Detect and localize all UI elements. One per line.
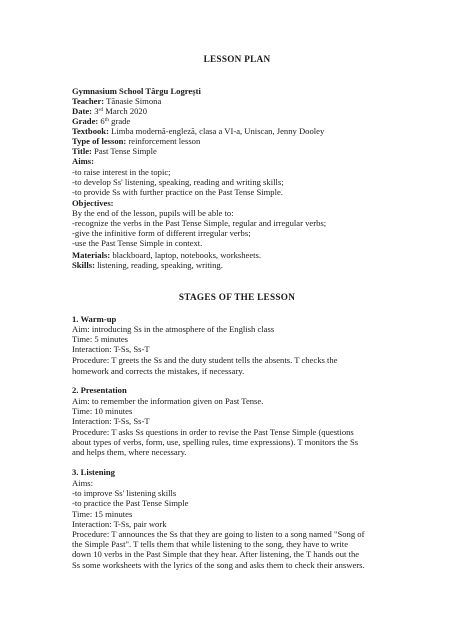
objective-item: By the end of the lesson, pupils will be able to:	[72, 208, 234, 218]
date-day: 3	[94, 106, 99, 116]
stage-line: Time: 10 minutes	[72, 406, 133, 416]
stage-line: Procedure: T announces the Ss that they are going to listen to a song named "Song of	[72, 529, 365, 539]
grade-num: 6	[100, 116, 105, 126]
stage-line: -to practice the Past Tense Simple	[72, 498, 189, 508]
lesson-title-value: Past Tense Simple	[94, 146, 157, 156]
stage-line: Ss some worksheets with the lyrics of the song and asks them to check their answers.	[72, 560, 365, 570]
school-name: Gymnasium School Târgu Logrești	[72, 86, 201, 96]
lesson-type-label: Type of lesson:	[72, 136, 127, 146]
stage-line: Aim: to remember the information given on Past Tense.	[72, 396, 264, 406]
stage-line: the Simple Past". T tells them that while listening to the song, they have to write	[72, 539, 349, 549]
stage-line: Aims:	[72, 478, 94, 488]
lesson-title-label: Title:	[72, 146, 92, 156]
skills-value: listening, reading, speaking, writing.	[97, 260, 223, 270]
materials-line	[72, 250, 261, 260]
aim-item: -to raise interest in the topic;	[72, 167, 171, 177]
skills-label: Skills:	[72, 260, 95, 270]
stage-heading: 3. Listening	[72, 467, 115, 477]
grade-label: Grade:	[72, 116, 99, 126]
lesson-title-line	[72, 146, 157, 156]
stage-line: and helps them, where necessary.	[72, 447, 187, 457]
skills-line	[72, 260, 223, 270]
stage-line: Time: 5 minutes	[72, 334, 129, 344]
teacher-line	[72, 96, 161, 106]
teacher-label: Teacher:	[72, 96, 105, 106]
date-suffix: rd	[98, 107, 104, 113]
stage-line: Interaction: T-Ss, pair work	[72, 519, 167, 529]
grade-suffix: th	[104, 117, 109, 123]
textbook-value: Limba modernă-engleză, clasa a VI-a, Uniscan, Jenny Dooley	[111, 126, 325, 136]
objective-item: -use the Past Tense Simple in context.	[72, 238, 203, 248]
grade-line	[72, 116, 130, 126]
stage-line: Aim: introducing Ss in the atmosphere of the English class	[72, 324, 275, 334]
grade-rest: grade	[111, 116, 131, 126]
teacher-value: Tănasie Simona	[106, 96, 162, 106]
stage-line: homework and corrects the mistakes, if necessary.	[72, 366, 245, 376]
stage-line: -to improve Ss' listening skills	[72, 488, 177, 498]
lesson-type-value: reinforcement lesson	[128, 136, 201, 146]
stage-line: Procedure: T asks Ss questions in order to revise the Past Tense Simple (questions	[72, 427, 354, 437]
aim-item: -to develop Ss' listening, speaking, reading and writing skills;	[72, 177, 284, 187]
stage-line: about types of verbs, form, use, spelling rules, time expressions). T monitors the Ss	[72, 437, 359, 447]
document-title: LESSON PLAN	[203, 54, 271, 64]
textbook-line	[72, 126, 324, 136]
stage-heading: 2. Presentation	[72, 385, 127, 395]
stage-heading: 1. Warm-up	[72, 314, 117, 324]
stage-line: Interaction: T-Ss, Ss-T	[72, 344, 150, 354]
stage-line: down 10 verbs in the Past Simple that they hear. After listening, the T hands out the	[72, 549, 360, 559]
textbook-label: Textbook:	[72, 126, 109, 136]
materials-label: Materials:	[72, 250, 111, 260]
lesson-type-line	[72, 136, 200, 146]
materials-value: blackboard, laptop, notebooks, worksheets.	[112, 250, 262, 260]
date-rest: March 2020	[105, 106, 148, 116]
objective-item: -recognize the verbs in the Past Tense Simple, regular and irregular verbs;	[72, 218, 327, 228]
date-line	[72, 106, 147, 116]
stage-line: Procedure: T greets the Ss and the duty student tells the absents. T checks the	[72, 355, 338, 365]
stage-line: Interaction: T-Ss, Ss-T	[72, 416, 150, 426]
stage-line: Time: 15 minutes	[72, 509, 133, 519]
objectives-label: Objectives:	[72, 198, 114, 208]
aims-label: Aims:	[72, 156, 94, 166]
stages-heading: STAGES OF THE LESSON	[178, 292, 296, 302]
aim-item: -to provide Ss with further practice on the Past Tense Simple.	[72, 187, 283, 197]
date-label: Date:	[72, 106, 93, 116]
objective-item: -give the infinitive form of different irregular verbs;	[72, 228, 251, 238]
